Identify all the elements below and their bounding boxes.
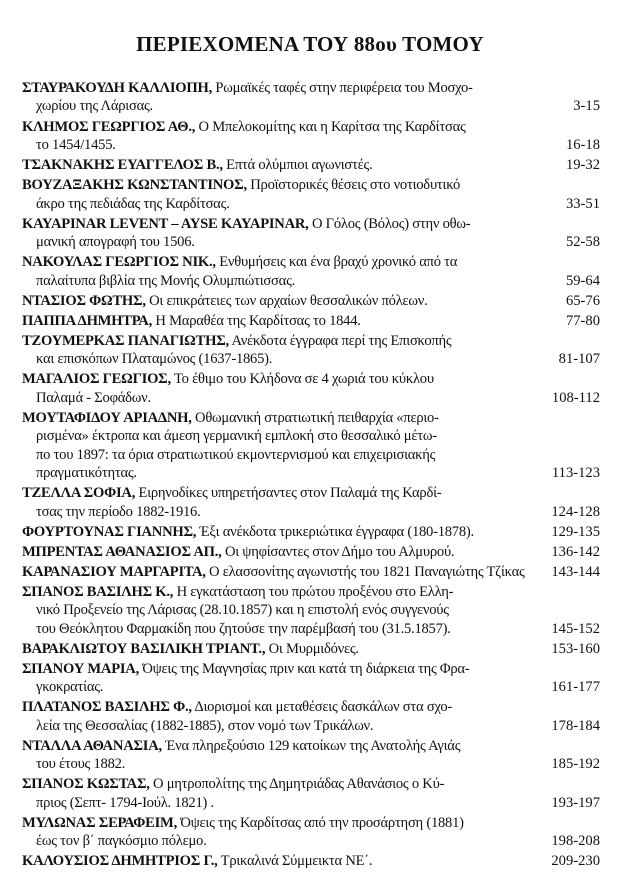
entry-first-line bbox=[22, 563, 534, 581]
entry-page-range: 3-15 bbox=[573, 98, 600, 115]
entry-author: ΒΑΡΑΚΛΙΩΤΟΥ ΒΑΣΙΛΙΚΗ ΤΡΙΑΝΤ., bbox=[22, 640, 266, 657]
entry-first-line bbox=[22, 118, 534, 136]
entry-title-text: Παλαμά - Σοφάδων. bbox=[36, 389, 151, 406]
toc-entry bbox=[22, 563, 600, 581]
toc-entry bbox=[22, 312, 600, 330]
entry-author: ΣΠΑΝΟΣ ΒΑΣΙΛΗΣ Κ., bbox=[22, 583, 174, 600]
entry-first-line bbox=[22, 484, 534, 502]
entry-first-line bbox=[22, 640, 534, 658]
table-of-contents bbox=[22, 79, 600, 872]
toc-entry bbox=[22, 215, 600, 252]
entry-author: ΚΑΡΑΝΑΣΙΟΥ ΜΑΡΓΑΡΙΤΑ, bbox=[22, 563, 206, 580]
toc-entry bbox=[22, 737, 600, 774]
toc-entry bbox=[22, 332, 600, 369]
toc-entry bbox=[22, 79, 600, 116]
entry-first-line bbox=[22, 523, 534, 541]
entry-page-range: 161-177 bbox=[551, 679, 600, 696]
entry-first-line bbox=[22, 737, 534, 755]
toc-entry bbox=[22, 583, 600, 638]
entry-continuation-line bbox=[22, 794, 534, 812]
entry-continuation-line bbox=[22, 195, 534, 213]
entry-title-text: λεία της Θεσσαλίας (1882-1885), στον νομό των Τρικάλων. bbox=[36, 717, 374, 734]
entry-continuation-line bbox=[22, 601, 534, 619]
toc-entry bbox=[22, 640, 600, 658]
entry-page-range: 129-135 bbox=[551, 523, 600, 540]
entry-title-text: Ειρηνοδίκες υπηρετήσαντες στον Παλαμά της Καρδί- bbox=[135, 485, 442, 502]
entry-first-line bbox=[22, 543, 534, 561]
entry-author: ΝΤΑΣΙΟΣ ΦΩΤΗΣ, bbox=[22, 292, 146, 309]
entry-continuation-line bbox=[22, 97, 534, 115]
entry-title-text: ρισμένα» έκτροπα και άμεση γερμανική εμπλοκή στο θεσσαλικό μέτω- bbox=[36, 428, 437, 445]
entry-title-text: Διορισμοί και μεταθέσεις δασκάλων στα σχο- bbox=[191, 699, 453, 716]
toc-entry bbox=[22, 292, 600, 310]
entry-title-text: χωρίου της Λάρισας. bbox=[36, 98, 153, 115]
entry-first-line bbox=[22, 253, 534, 271]
entry-page-range: 124-128 bbox=[551, 503, 600, 520]
entry-page-range: 77-80 bbox=[565, 312, 600, 329]
entry-title-text: Ένα πληρεξούσιο 129 κατοίκων της Ανατολής Αγιάς bbox=[161, 737, 461, 754]
entry-page-range: 198-208 bbox=[551, 833, 600, 850]
entry-continuation-line bbox=[22, 272, 534, 290]
entry-title-text: μανική απογραφή του 1506. bbox=[36, 234, 195, 250]
entry-first-line bbox=[22, 292, 534, 310]
entry-page-range: 59-64 bbox=[565, 272, 600, 289]
entry-continuation-line bbox=[22, 464, 534, 482]
entry-continuation-line bbox=[22, 136, 534, 154]
entry-author: ΒΟΥΖΑΞΑΚΗΣ ΚΩΝΣΤΑΝΤΙΝΟΣ, bbox=[22, 177, 247, 194]
entry-title-text: άκρο της πεδιάδας της Καρδίτσας. bbox=[36, 195, 230, 212]
entry-author: ΤΖΕΛΛΑ ΣΟΦΙΑ, bbox=[22, 485, 136, 502]
entry-title-text: Όψεις της Μαγνησίας πριν και κατά τη διάρκεια της Φρα- bbox=[138, 660, 470, 677]
entry-first-line bbox=[22, 79, 534, 97]
entry-title-text: του Θεόκλητου Φαρμακίδη που ζητούσε την παρέμβασή του (31.5.1857). bbox=[36, 620, 451, 637]
entry-first-line bbox=[22, 583, 534, 601]
toc-entry bbox=[22, 698, 600, 735]
page-title: ΠΕΡΙΕΧΟΜΕΝΑ ΤΟΥ 88ου ΤΟΜΟΥ bbox=[136, 32, 484, 56]
entry-page-range: 52-58 bbox=[565, 234, 600, 250]
entry-title-text: πραγματικότητας. bbox=[36, 465, 137, 481]
entry-title-text: Ο μητροπολίτης της Δημητριάδας Αθανάσιος ο Κύ- bbox=[149, 776, 445, 793]
entry-title-text: πριος (Σεπτ- 1794-Ιούλ. 1821) . bbox=[36, 794, 214, 811]
entry-author: ΠΛΑΤΑΝΟΣ ΒΑΣΙΛΗΣ Φ., bbox=[22, 699, 192, 716]
entry-page-range: 185-192 bbox=[551, 756, 600, 773]
entry-author: ΣΠΑΝΟΥ ΜΑΡΙΑ, bbox=[22, 660, 139, 677]
entry-continuation-line bbox=[22, 678, 534, 696]
entry-page-range: 33-51 bbox=[565, 195, 600, 212]
entry-continuation-line bbox=[22, 717, 534, 735]
entry-page-range: 113-123 bbox=[551, 465, 600, 481]
entry-title-text: Ο Μπελοκομίτης και η Καρίτσα της Καρδίτσας bbox=[195, 118, 466, 135]
entry-title-text: Η Μαραθέα της Καρδίτσας το 1844. bbox=[152, 312, 361, 329]
entry-title-text: Επτά ολύμπιοι αγωνιστές. bbox=[222, 157, 373, 173]
entry-title-text: Τρικαλινά Σύμμεικτα ΝΕ΄. bbox=[217, 853, 373, 870]
entry-continuation-line bbox=[22, 233, 534, 251]
entry-title-text: Ρωμαϊκές ταφές στην περιφέρεια του Μοσχο- bbox=[212, 80, 473, 96]
entry-page-range: 193-197 bbox=[551, 794, 600, 811]
entry-author: KAYAPINAR LEVENT – AYSE KAYAPINAR, bbox=[22, 215, 309, 232]
entry-first-line bbox=[22, 215, 534, 233]
entry-first-line bbox=[22, 370, 534, 388]
entry-title-text: πο του 1897: τα όρια στρατιωτικού εκμοντερνισμού και επιχειρισιακής bbox=[36, 446, 436, 463]
entry-title-text: και επισκόπων Πλαταμώνος (1637-1865). bbox=[36, 351, 273, 368]
entry-title-text: Όψεις της Καρδίτσας από την προσάρτηση (1881) bbox=[176, 814, 464, 831]
entry-author: ΤΣΑΚΝΑΚΗΣ ΕΥΑΓΓΕΛΟΣ Β., bbox=[22, 157, 223, 173]
entry-author: ΦΟΥΡΤΟΥΝΑΣ ΓΙΑΝΝΗΣ, bbox=[22, 523, 197, 540]
entry-title-text: Ο Γόλος (Βόλος) στην οθω- bbox=[308, 215, 471, 232]
entry-title-text: γκοκρατίας. bbox=[36, 679, 104, 696]
entry-author: ΜΥΛΩΝΑΣ ΣΕΡΑΦΕΙΜ, bbox=[22, 814, 177, 831]
entry-title-text: έως τον β΄ παγκόσμιο πόλεμο. bbox=[36, 833, 207, 850]
entry-page-range: 19-32 bbox=[565, 157, 600, 173]
entry-page-range: 178-184 bbox=[551, 717, 600, 734]
toc-entry bbox=[22, 156, 600, 174]
entry-author: ΚΛΗΜΟΣ ΓΕΩΡΓΙΟΣ ΑΘ., bbox=[22, 118, 196, 135]
entry-continuation-line bbox=[22, 350, 534, 368]
entry-title-text: Ενθυμήσεις και ένα βραχύ χρονικό από τα bbox=[215, 254, 458, 271]
entry-first-line bbox=[22, 775, 534, 793]
entry-continuation-line bbox=[22, 620, 534, 638]
entry-title-text: Οι Μυρμιδόνες. bbox=[265, 640, 359, 657]
entry-title-text: νικό Προξενείο της Λάρισας (28.10.1857) και η επιστολή ενός συγγενούς bbox=[36, 602, 449, 619]
entry-first-line bbox=[22, 409, 534, 427]
entry-page-range: 143-144 bbox=[551, 563, 600, 580]
entry-page-range: 136-142 bbox=[551, 543, 600, 560]
entry-page-range: 65-76 bbox=[565, 292, 600, 309]
entry-author: ΣΤΑΥΡΑΚΟΥΔΗ ΚΑΛΛΙΟΠΗ, bbox=[22, 80, 213, 96]
entry-page-range: 209-230 bbox=[551, 853, 600, 870]
toc-entry bbox=[22, 118, 600, 155]
entry-page-range: 145-152 bbox=[551, 620, 600, 637]
toc-entry bbox=[22, 409, 600, 483]
entry-author: ΜΑΓΑΛΙΟΣ ΓΕΩΓΙΟΣ, bbox=[22, 371, 171, 388]
entry-title-text: Οι επικράτειες των αρχαίων θεσσαλικών πόλεων. bbox=[145, 292, 428, 309]
entry-title-text: Το έθιμο του Κλήδονα σε 4 χωριά του κύκλου bbox=[170, 371, 434, 388]
entry-first-line bbox=[22, 332, 534, 350]
entry-continuation-line bbox=[22, 446, 534, 464]
toc-entry bbox=[22, 253, 600, 290]
entry-continuation-line bbox=[22, 427, 534, 445]
entry-title-text: παλαίτυπα βιβλία της Μονής Ολυμπιώτισσας. bbox=[36, 272, 295, 289]
entry-page-range: 81-107 bbox=[558, 351, 600, 368]
toc-entry bbox=[22, 814, 600, 851]
entry-first-line bbox=[22, 852, 534, 870]
entry-title-text: του έτους 1882. bbox=[36, 756, 126, 773]
entry-author: ΚΑΛΟΥΣΙΟΣ ΔΗΜΗΤΡΙΟΣ Γ., bbox=[22, 853, 218, 870]
entry-first-line bbox=[22, 698, 534, 716]
entry-author: ΝΑΚΟΥΛΑΣ ΓΕΩΡΓΙΟΣ ΝΙΚ., bbox=[22, 254, 216, 271]
entry-author: ΠΑΠΠΑ ΔΗΜΗΤΡΑ, bbox=[22, 312, 152, 329]
entry-author: ΜΠΡΕΝΤΑΣ ΑΘΑΝΑΣΙΟΣ ΑΠ., bbox=[22, 543, 222, 560]
entry-first-line bbox=[22, 156, 534, 174]
toc-entry bbox=[22, 543, 600, 561]
entry-page-range: 108-112 bbox=[551, 389, 600, 406]
entry-continuation-line bbox=[22, 755, 534, 773]
toc-entry bbox=[22, 370, 600, 407]
entry-title-text: Ανέκδοτα έγγραφα περί της Επισκοπής bbox=[228, 332, 452, 349]
toc-entry bbox=[22, 176, 600, 213]
entry-continuation-line bbox=[22, 832, 534, 850]
entry-author: ΤΖΟΥΜΕΡΚΑΣ ΠΑΝΑΓΙΩΤΗΣ, bbox=[22, 332, 229, 349]
entry-title-text: Οθωμανική στρατιωτική πειθαρχία «περιο- bbox=[191, 409, 439, 426]
toc-entry bbox=[22, 484, 600, 521]
entry-continuation-line bbox=[22, 503, 534, 521]
entry-author: ΜΟΥΤΑΦΙΔΟΥ ΑΡΙΑΔΝΗ, bbox=[22, 409, 192, 426]
entry-title-text: Η εγκατάσταση του πρώτου προξένου στο Ελλη- bbox=[173, 583, 454, 600]
entry-title-text: Οι ψηφίσαντες στον Δήμο του Αλμυρού. bbox=[221, 543, 455, 560]
entry-title-text: Προϊστορικές θέσεις στο νοτιοδυτικό bbox=[246, 177, 461, 194]
entry-author: ΣΠΑΝΟΣ ΚΩΣΤΑΣ, bbox=[22, 776, 150, 793]
entry-first-line bbox=[22, 176, 534, 194]
entry-first-line bbox=[22, 312, 534, 330]
toc-entry bbox=[22, 660, 600, 697]
entry-first-line bbox=[22, 660, 534, 678]
entry-continuation-line bbox=[22, 389, 534, 407]
entry-page-range: 16-18 bbox=[565, 136, 600, 153]
entry-page-range: 153-160 bbox=[551, 640, 600, 657]
toc-entry bbox=[22, 775, 600, 812]
entry-author: ΝΤΑΛΛΑ ΑΘΑΝΑΣΙΑ, bbox=[22, 737, 162, 754]
entry-title-text: Έξι ανέκδοτα τρικεριώτικα έγγραφα (180-1878). bbox=[196, 523, 474, 540]
toc-entry bbox=[22, 852, 600, 870]
entry-title-text: Ο ελασσονίτης αγωνιστής του 1821 Παναγιώτης Τζίκας bbox=[205, 563, 525, 580]
toc-entry bbox=[22, 523, 600, 541]
entry-first-line bbox=[22, 814, 534, 832]
entry-title-text: τσας την περίοδο 1882-1916. bbox=[36, 503, 201, 520]
entry-title-text: το 1454/1455. bbox=[36, 136, 116, 153]
